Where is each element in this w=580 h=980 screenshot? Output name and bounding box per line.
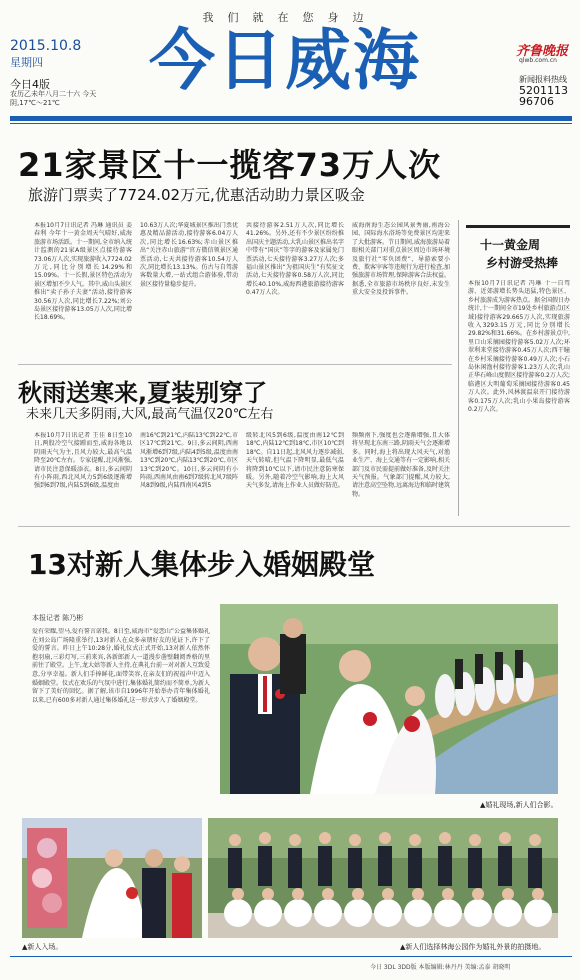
- story2-headline: 秋雨送寒来,夏装别穿了: [18, 379, 268, 407]
- wedding-photo-group: [208, 818, 558, 938]
- wedding-photo-entrance: [22, 818, 202, 938]
- partner-url: qlwb.com.cn: [519, 57, 557, 64]
- story2-subhead: 未来几天多阴雨,大风,最高气温仅20℃左右: [26, 407, 274, 422]
- weekday: 星期四: [10, 56, 43, 69]
- sidebar-subtitle: 乡村游受热捧: [486, 256, 559, 270]
- photo-caption: ▲新人入场。: [22, 943, 63, 951]
- photo-caption: ▲新人们选择林海公园作为婚礼外景的拍摄地。: [400, 943, 546, 951]
- sidebar-text: 本报10月7日讯记者 冯琳 十一自驾游、近郊游增长势头迅猛,特色景区、乡村旅游成为游客热点。据全国假日办统计,十一期间全市19处乡村旅游点(区域)接待游客29.665万人次,实现旅游收入3293.15万元,同比分别增长29.82%和31.66%。在乡村游景点中,里口山采摘园接待游客5.02万人次;环翠利来堂接待游客0.45万人次;西干瞳在乡村采摘接待游客0.49万人次;小石岛休闲渔村接待游客1.23万人次;乳山正华石峰山度假区接待游客0.2万人次;临港区大明葡萄采摘园接待游客0.45万人次。此外,风林渡温泉开门接待游客0.175万人次;乳山小果岛接待游客0.2万人次。: [468, 280, 570, 414]
- story2-column: 本报10月7日讯记者 王佳 8日至10日,两股冷空气接踵而至,威海各地以阴雨天气为主,且风力较大,最高气温降至20℃左右。专家提醒,北风渐强,请市民注意保暖添衣。8日,多云间阴有小阵雨,西北风风力5到6级逐渐增强到6到7级,内陆5到6级,温度由: [34, 432, 132, 490]
- masthead-rule-thin: [10, 123, 572, 124]
- hotline-label: 新闻报料热线: [519, 75, 567, 84]
- story2-column: 级转北风5到6级,温度由南12℃到18℃,内陆12℃到18℃,市区10℃到18℃。自11日起,北风风力逐步减弱,天气转晴,但气温下降明显,最低气温将降到10℃以下,请市民注意防寒保暖。另外,随着冷空气影响,海上大风天气多发,请海上作业人员做好防范。: [246, 432, 344, 490]
- masthead-slogan: 我们就在您身边: [202, 11, 378, 24]
- story2-column: 南16℃到21℃,内陆13℃到22℃,市区17℃到21℃。9日,多云间阴,西南风渐增6到7级,内陆4到5级,温度由南13℃到20℃,内陆13℃到20℃,市区13℃到20℃。10日,多云间阴有小阵雨,西南风由南6到7级转北风7级阵风8到9级,内陆西南风4到5: [140, 432, 238, 490]
- story1-column: 10.63万人次;华夏城景区推出门票优惠及精品游活动,接待游客6.04万人次,同比增长16.63%;赤山景区推出“关注赤山旅游”官方微信领景区通票活动,七天共接待游客10.54万人次,同比增长13.13%。仿古与自驾游客数量大增,一站式组合游体验,带动景区接待量稳步提升。: [140, 222, 238, 288]
- footer-rule: [10, 956, 572, 957]
- hotline-numbers: 5201113 96706: [519, 84, 568, 108]
- lunar-weather: 农历乙未年八月二十六 今天阴,17℃～21℃: [10, 90, 97, 107]
- story1-column: 本报10月7日讯记者 冯琳 通讯员 姜春利 今年十一黄金周天气晴好,威海旅游市场活跃。十一期间,全市纳入统计监测的21家A级景区点接待游客73.06万人次,实现旅游收入7724.02万元,同比分别增长14.29%和15.09%。十一长假,景区特色活动为景区增加不少人气。其中,威山头景区推出“卖子孙子夫妻”活动,接待游客30.56万人次,同比增长7.22%;刘公岛景区接待游客13.05万人次,同比增长18.69%。: [34, 222, 132, 322]
- issue-pages: 今日4版: [10, 78, 50, 91]
- wedding-photo-main: [220, 604, 558, 794]
- story1-headline: 21家景区十一揽客73万人次: [18, 146, 442, 184]
- photo-caption: ▲婚礼现场,新人们合影。: [480, 801, 558, 809]
- page-footer: 今日 3DL 3DD版 本版编辑:林丹丹 美编:孟泰 胡晓明: [370, 964, 511, 971]
- story2-column: 频频南下,强度也会逐渐增强,且大体将呈现北东南三路,阴雨天气会逐渐增多。同时,海上将出现大风天气,对渔业生产、海上交通等有一定影响,相关部门及市民需提前做好准备,及时关注天气预报。气象部门提醒,风力较大,请注意高空坠物,远离海边和临时建筑物。: [352, 432, 450, 498]
- story3-body: 爱有荣耀,望马,爱有誓言诺我。8日至,威海市“爱恋山”公益集体婚礼在刘公岛广场隆重举行,13对新人在众多亲朋好友的见证下,许下了爱的誓言。昨日上午10:28分,婚礼仪式正式开始,13对新人依然怀抱羽扇,三彩灯写,三前来宾,各新郎新人一道漫步凿壁翻阅香格的里前往了殿堂。上午,龙大姑等新人主持,在典礼台前一对对新人互致爱意,分享幸福。新人们手捧鲜花,面带笑容,在亲友们的祝福声中迈入婚姻殿堂。仪式在欢乐的气氛中进行,集体婚礼简约而不简单,为新人留下了美好的回忆。据了解,该市自1996年开始举办青年集体婚礼以来,已有600多对新人通过集体婚礼这一形式步入了婚姻殿堂。: [32, 628, 210, 704]
- story1-column: 共接待游客2.51万人次,同比增长41.26%。另外,还有不少景区纷纷推出国庆主题活动,大乳山景区推出名字中带有“国庆”等字的游客及家属免门票活动,七天接待游客3.27万人次;多福山景区推出“为祖国庆生”有奖征文活动,七天接待游客0.58万人次,同比增长40.10%,威海西港旅游接待游客0.47万人次。: [246, 222, 344, 297]
- section-divider: [18, 526, 570, 527]
- story3-byline: 本报记者 陈乃彬: [32, 614, 84, 622]
- issue-date: 2015.10.8: [10, 38, 82, 54]
- story1-subhead: 旅游门票卖了7724.02万元,优惠活动助力景区吸金: [28, 186, 365, 204]
- section-divider: [18, 364, 452, 365]
- story3-headline: 13对新人集体步入婚姻殿堂: [28, 548, 375, 581]
- partner-logo: 齐鲁晚报: [516, 44, 569, 59]
- sidebar-title: 十一黄金周: [480, 238, 541, 252]
- masthead-rule: [10, 116, 572, 121]
- story1-column: 威海南海生态公园风景秀丽,南海公园、国际海水浴场等免费景区均迎来了大批游客。节日期间,威海旅游局着眼相关部门对重点景区周边市场环境及旅行社“零负团费”、导游索要小费、欺客宰客等违规行为进行检查,加强旅游市场管理,保障游客合法权益。据悉,全市旅游市场秩序良好,未发生重大安全及投诉事件。: [352, 222, 450, 297]
- newspaper-title: 今日威海: [149, 22, 421, 98]
- sidebar-rule: [466, 225, 570, 228]
- newspaper-logo: [120, 18, 450, 98]
